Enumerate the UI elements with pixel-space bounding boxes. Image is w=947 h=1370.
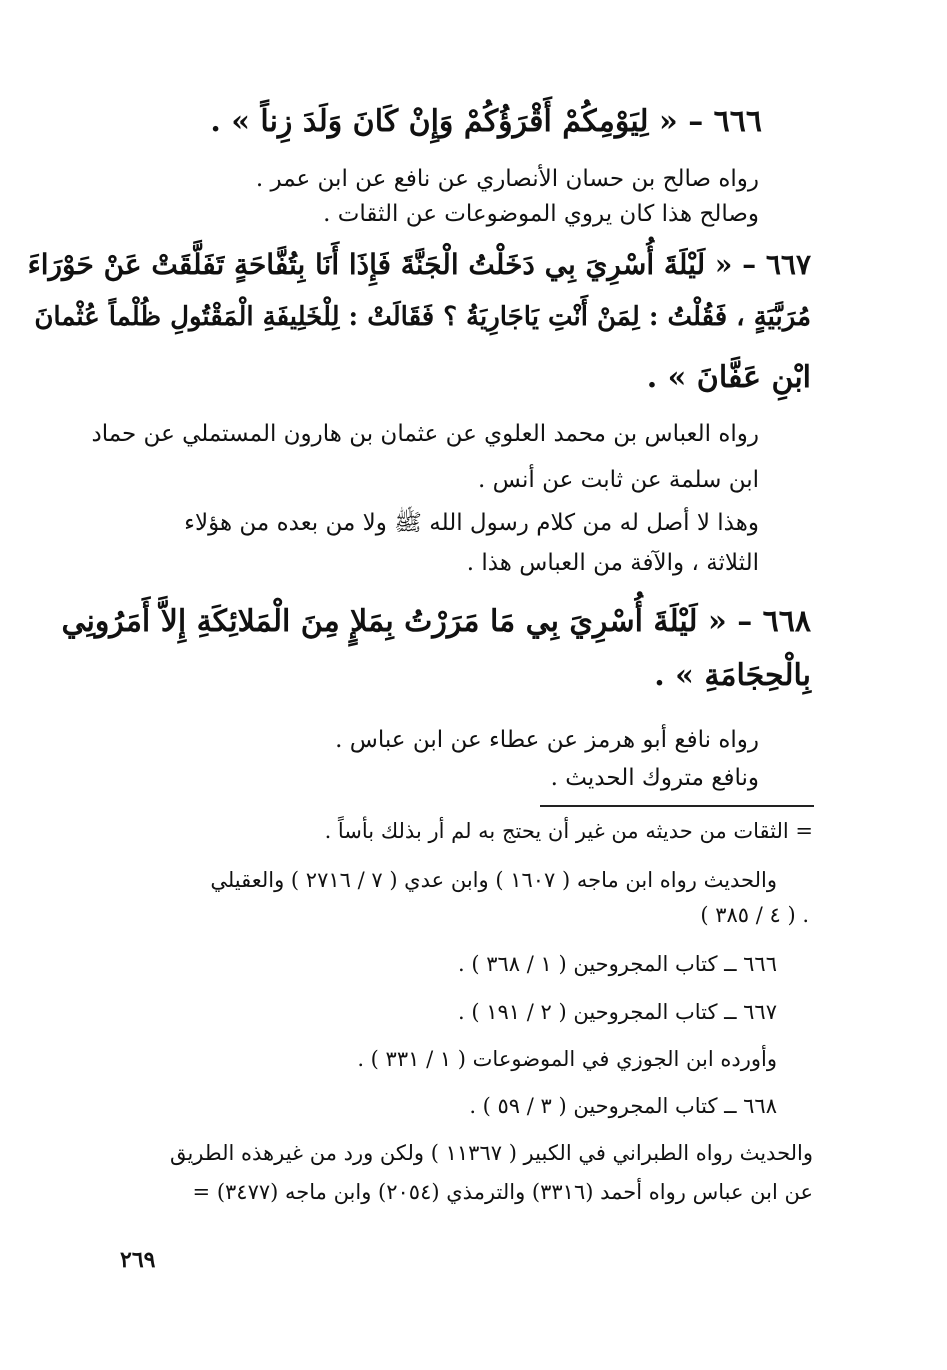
footnote-line-7: ٦٦٨ ــ كتاب المجروحين ( ٣ / ٥٩ ) . <box>469 1094 777 1118</box>
hadith-666-title: ٦٦٦ – « لِيَوْمِكُمْ أَقْرَؤُكُمْ وَإِنْ كَانَ وَلَدَ زِناً » . <box>210 104 762 139</box>
footnote-line-1: = الثقات من حديثه من غير أن يحتج به لم أر بذلك بأساً . <box>324 819 813 843</box>
hadith-667-title-line-3: ابْنِ عَفَّانَ » . <box>646 360 811 395</box>
hadith-668-note: ونافع متروك الحديث . <box>550 765 759 791</box>
hadith-668-narration: رواه نافع أبو هرمز عن عطاء عن ابن عباس . <box>335 727 759 753</box>
hadith-667-narration-line-4: الثلاثة ، والآفة من العباس هذا . <box>466 550 759 576</box>
hadith-666-narration: رواه صالح بن حسان الأنصاري عن نافع عن ابن عمر . <box>255 166 759 192</box>
footnote-line-4: ٦٦٦ ــ كتاب المجروحين ( ١ / ٣٦٨ ) . <box>458 952 777 976</box>
hadith-667-narration-line-2: ابن سلمة عن ثابت عن أنس . <box>478 467 759 493</box>
hadith-667-narration-line-3: وهذا لا أصل له من كلام رسول الله ﷺ ولا من بعده من هؤلاء <box>184 510 759 536</box>
footnote-line-5: ٦٦٧ ــ كتاب المجروحين ( ٢ / ١٩١ ) . <box>458 1000 777 1024</box>
footnote-line-6: وأورده ابن الجوزي في الموضوعات ( ١ / ٣٣١ ) . <box>357 1047 777 1071</box>
footnote-line-9: عن ابن عباس رواه أحمد (٣٣١٦) والترمذي (٢٠٥٤) وابن ماجه (٣٤٧٧) = <box>192 1180 813 1204</box>
hadith-667-narration-line-1: رواه العباس بن محمد العلوي عن عثمان بن هارون المستملي عن حماد <box>91 421 759 447</box>
page-number: ٢٦٩ <box>120 1247 156 1273</box>
footnote-line-2: والحديث رواه ابن ماجه ( ١٦٠٧ ) وابن عدي ( ٧ / ٢٧١٦ ) والعقيلي <box>210 868 777 892</box>
footnote-line-3: ( ٤ / ٣٨٥ ) . <box>700 903 809 927</box>
hadith-667-title-line-1: ٦٦٧ – « لَيْلَةَ أُسْرِيَ بِي دَخَلْتُ الْجَنَّةَ فَإِذَا أَنَا بِتُفَّاحَةٍ تَفَلَّقَتْ عَنْ حَوْرَاءَ <box>27 248 811 281</box>
hadith-667-title-line-2: مُرَبَّيَةٍ ، فَقُلْتُ : لِمَنْ أَنْتِ يَاجَارِيَةُ ؟ فَقَالَتْ : لِلْخَلِيفَةِ الْمَقْتُولِ ظُلْماً عُثْمانَ <box>34 302 811 332</box>
hadith-668-title-line-1: ٦٦٨ – « لَيْلَةَ أُسْرِيَ بِي مَا مَرَرْتُ بِمَلإٍ مِنَ الْمَلائِكَةِ إِلاَّ أَمَرُونِي <box>61 604 811 639</box>
hadith-668-title-line-2: بِالْحِجَامَةِ » . <box>654 658 811 693</box>
footnote-divider <box>540 805 814 807</box>
footnote-line-8: والحديث رواه الطبراني في الكبير ( ١١٣٦٧ ) ولكن ورد من غيرهذه الطريق <box>169 1141 813 1165</box>
hadith-666-note: وصالح هذا كان يروي الموضوعات عن الثقات . <box>323 201 759 227</box>
